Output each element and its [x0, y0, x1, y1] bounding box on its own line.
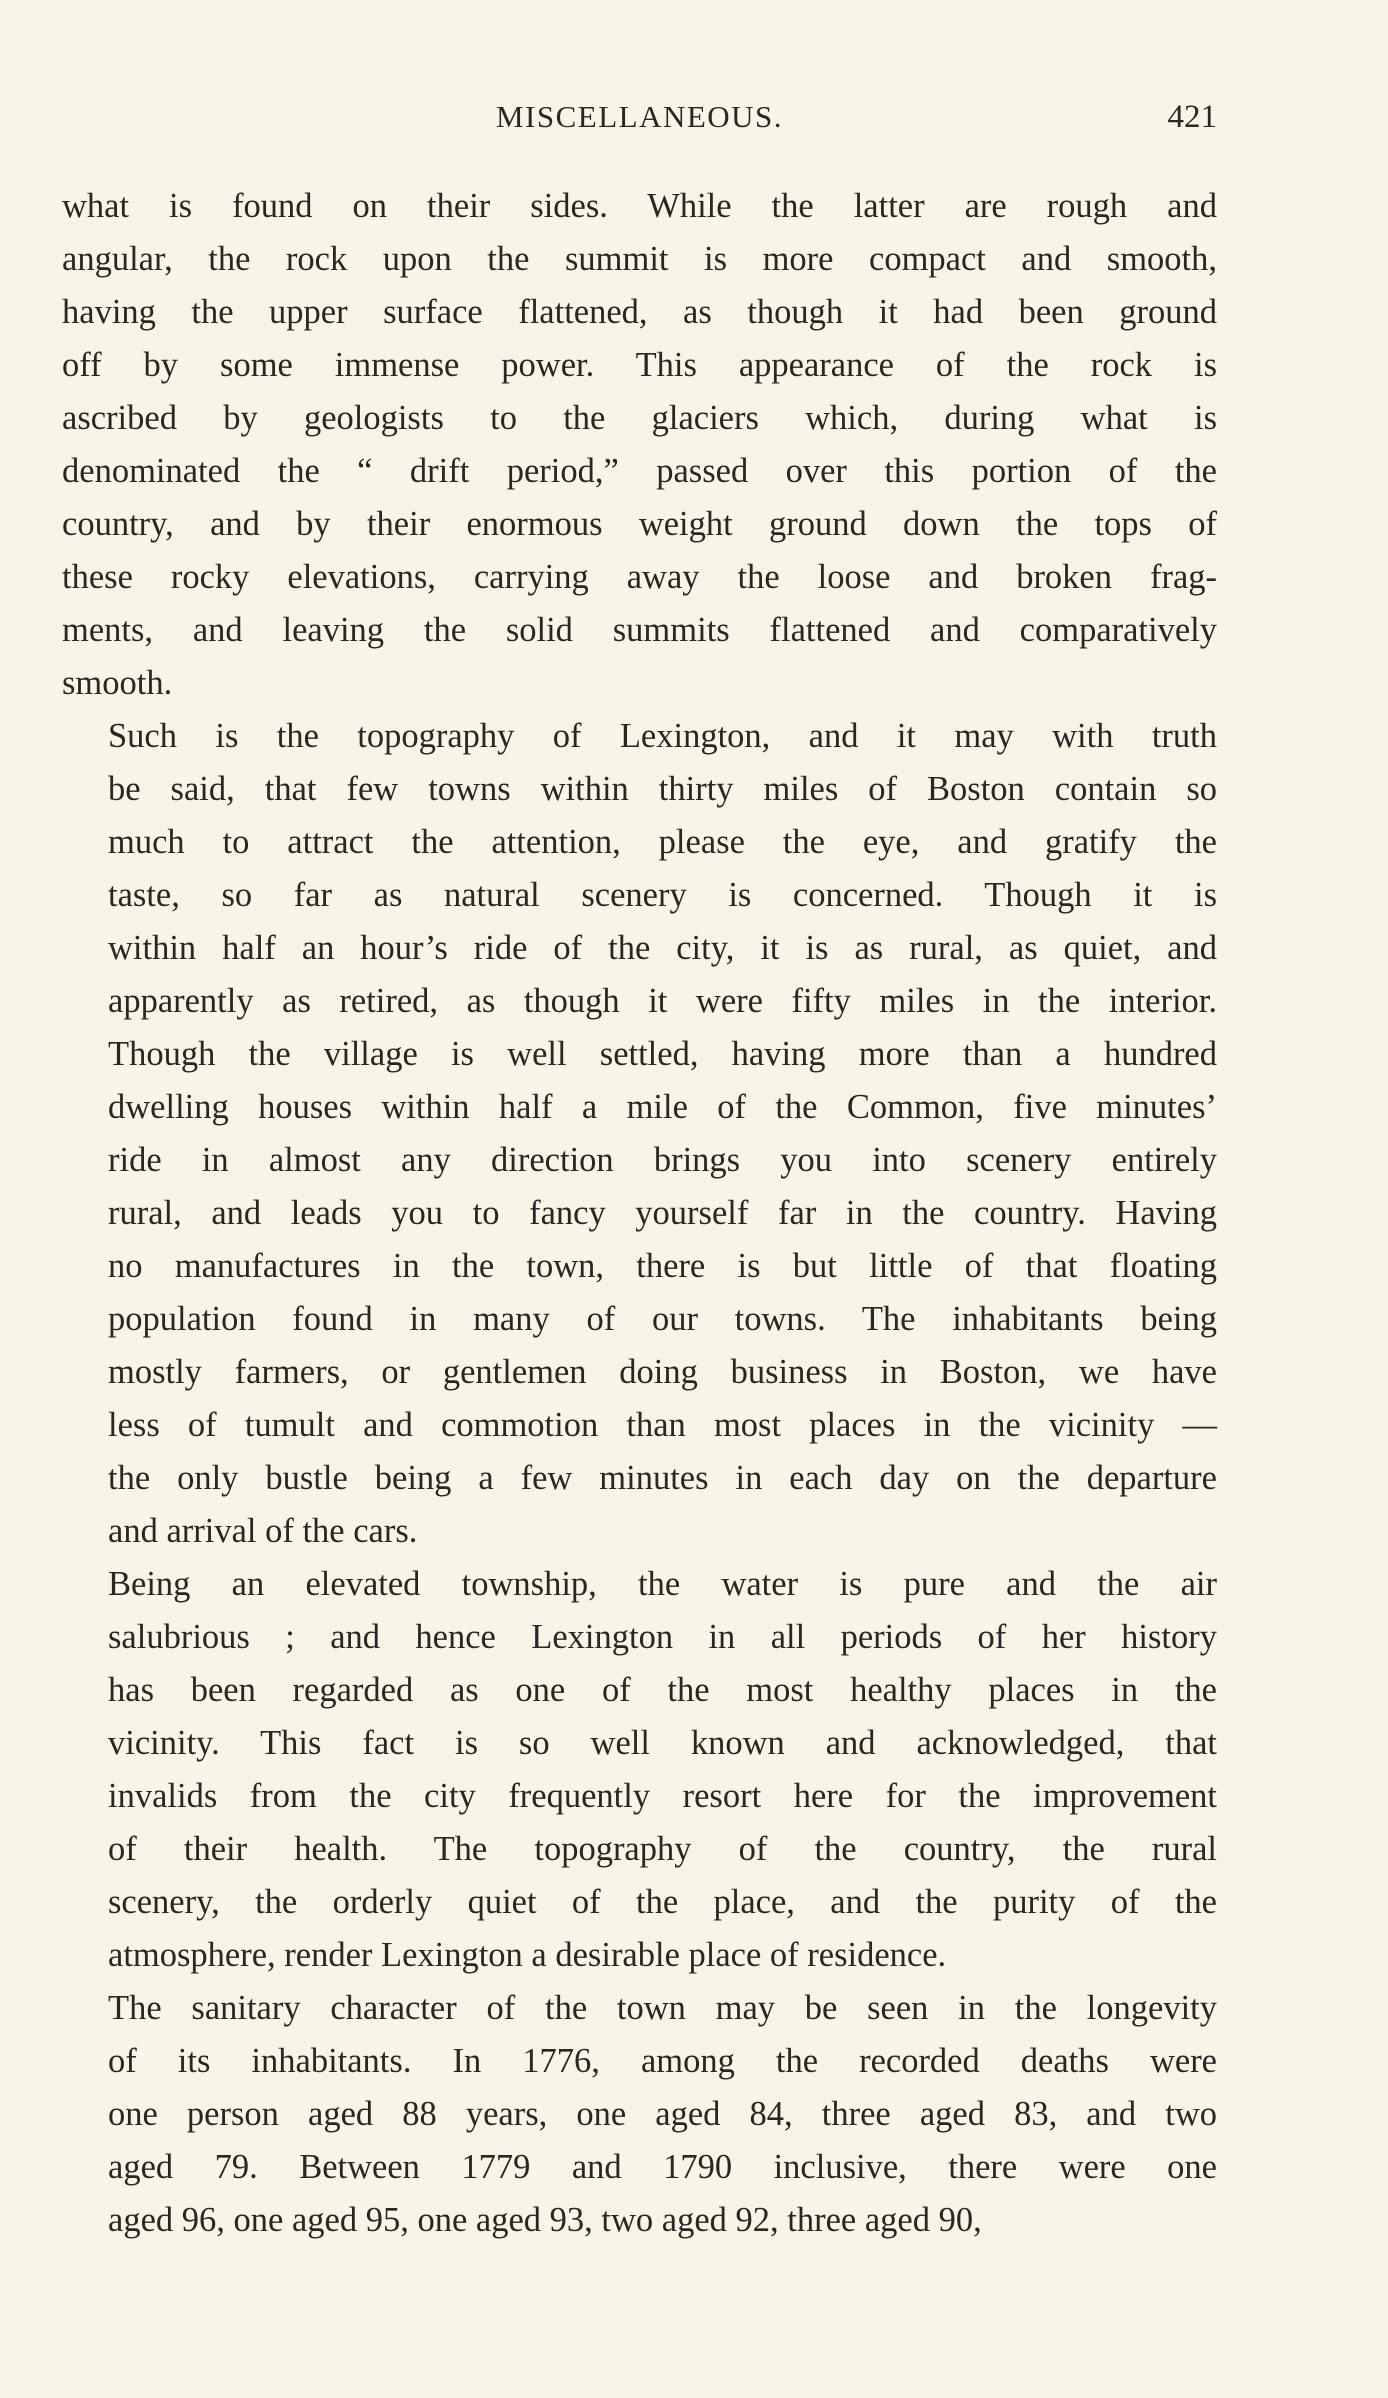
paragraph — [62, 1558, 1217, 1982]
text-line: angular, the rock upon the summit is more compact and smooth, — [62, 240, 1217, 278]
text-line: invalids from the city frequently resort here for the improvement — [108, 1777, 1217, 1815]
paragraph — [62, 710, 1217, 1558]
text-line: apparently as retired, as though it were fifty miles in the interior. — [108, 982, 1217, 1020]
text-line: taste, so far as natural scenery is concerned. Though it is — [108, 876, 1217, 914]
text-line: ascribed by geologists to the glaciers which, during what is — [62, 399, 1217, 437]
paragraph — [62, 180, 1217, 710]
text-line: Such is the topography of Lexington, and it may with truth — [108, 717, 1217, 755]
text-line: atmosphere, render Lexington a desirable place of residence. — [108, 1936, 947, 1974]
text-line: denominated the “ drift period,” passed over this portion of the — [62, 452, 1217, 490]
paragraph — [62, 1982, 1217, 2247]
text-line: aged 79. Between 1779 and 1790 inclusive, there were one — [108, 2148, 1217, 2186]
text-line: ments, and leaving the solid summits flattened and comparatively — [62, 611, 1217, 649]
text-line: aged 96, one aged 95, one aged 93, two aged 92, three aged 90, — [108, 2201, 982, 2239]
text-line: dwelling houses within half a mile of the Common, five minutes’ — [108, 1088, 1217, 1126]
body-text — [62, 180, 1217, 2247]
text-line: mostly farmers, or gentlemen doing business in Boston, we have — [108, 1353, 1217, 1391]
text-line: less of tumult and commotion than most places in the vicinity — — [108, 1406, 1217, 1444]
text-line: these rocky elevations, carrying away the loose and broken frag- — [62, 558, 1217, 596]
text-line: and arrival of the cars. — [108, 1512, 418, 1550]
text-line: off by some immense power. This appearance of the rock is — [62, 346, 1217, 384]
running-head — [62, 92, 1217, 142]
text-line: has been regarded as one of the most healthy places in the — [108, 1671, 1217, 1709]
text-line: rural, and leads you to fancy yourself far in the country. Having — [108, 1194, 1217, 1232]
text-line: one person aged 88 years, one aged 84, three aged 83, and two — [108, 2095, 1217, 2133]
running-head-title: MISCELLANEOUS. — [495, 99, 784, 134]
text-line: what is found on their sides. While the latter are rough and — [62, 187, 1217, 225]
text-line: Though the village is well settled, having more than a hundred — [108, 1035, 1217, 1073]
text-line: The sanitary character of the town may be seen in the longevity — [108, 1989, 1217, 2027]
text-line: country, and by their enormous weight ground down the tops of — [62, 505, 1217, 543]
page-number: 421 — [1167, 99, 1217, 135]
text-line: no manufactures in the town, there is but little of that floating — [108, 1247, 1217, 1285]
text-line: smooth. — [62, 664, 173, 702]
text-line: salubrious ; and hence Lexington in all periods of her history — [108, 1618, 1217, 1656]
text-line: population found in many of our towns. The inhabitants being — [108, 1300, 1217, 1338]
text-line: of its inhabitants. In 1776, among the recorded deaths were — [108, 2042, 1217, 2080]
text-line: having the upper surface flattened, as though it had been ground — [62, 293, 1217, 331]
text-line: be said, that few towns within thirty miles of Boston contain so — [108, 770, 1217, 808]
text-line: Being an elevated township, the water is pure and the air — [108, 1565, 1217, 1603]
text-line: ride in almost any direction brings you into scenery entirely — [108, 1141, 1217, 1179]
text-line: the only bustle being a few minutes in each day on the departure — [108, 1459, 1217, 1497]
text-line: vicinity. This fact is so well known and acknowledged, that — [108, 1724, 1217, 1762]
text-line: scenery, the orderly quiet of the place, and the purity of the — [108, 1883, 1217, 1921]
text-line: within half an hour’s ride of the city, it is as rural, as quiet, and — [108, 929, 1217, 967]
text-line: much to attract the attention, please the eye, and gratify the — [108, 823, 1217, 861]
text-line: of their health. The topography of the country, the rural — [108, 1830, 1217, 1868]
